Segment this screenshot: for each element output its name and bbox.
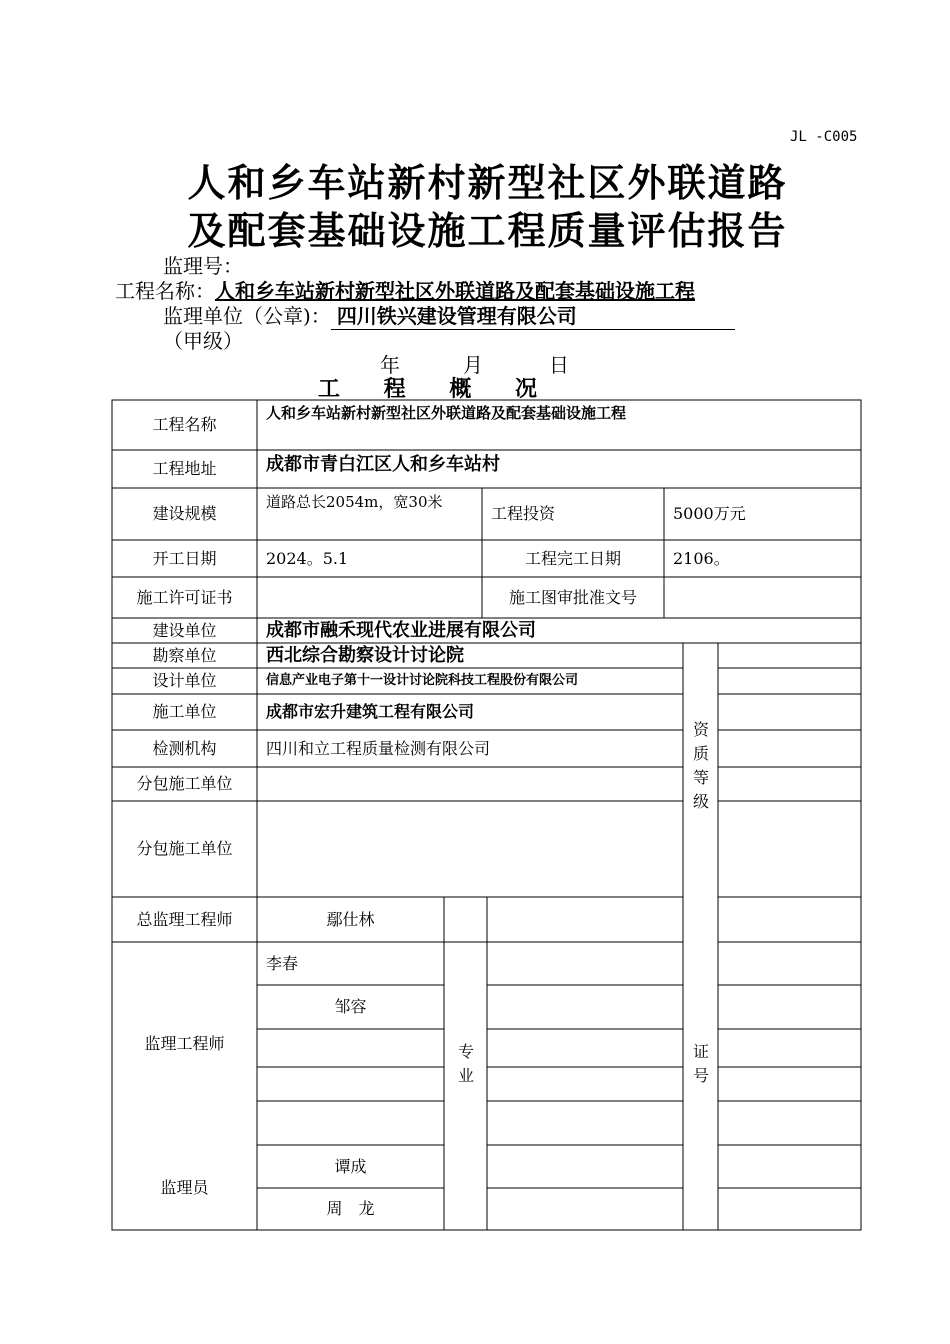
investment-label: 工程投资 — [491, 504, 556, 523]
subcontractor-2-label: 分包施工单位 — [136, 839, 233, 858]
certificate-label: 证 号 — [692, 1042, 709, 1085]
design-value: 信息产业电子第十一设计讨论院科技工程股份有限公司 — [266, 673, 579, 688]
scale-label: 建设规模 — [152, 504, 217, 523]
scale-value: 道路总长2054m，宽30米 — [266, 493, 443, 511]
finish-date-label: 工程完工日期 — [524, 548, 621, 568]
project-name-label: 工程名称： — [115, 279, 215, 303]
testing-value: 四川和立工程质量检测有限公司 — [266, 738, 491, 758]
drawing-approval-value — [664, 577, 861, 618]
document-code: JL -C005 — [790, 129, 858, 145]
inspector-1: 谭成 — [334, 1156, 367, 1176]
finish-date-value: 2106。 — [673, 548, 730, 568]
engineer-2: 邹容 — [334, 997, 367, 1016]
date-year: 年 — [380, 353, 400, 377]
subcontractor-1-label: 分包施工单位 — [136, 774, 233, 793]
chief-engineer-label: 总监理工程师 — [136, 909, 233, 929]
contractor-value: 成都市宏升建筑工程有限公司 — [266, 702, 475, 721]
supervision-grade: （甲级） — [163, 329, 243, 353]
qualification-label: 资 质 等 级 — [692, 720, 709, 811]
owner-value: 成都市融禾现代农业进展有限公司 — [266, 619, 536, 641]
owner-label: 建设单位 — [152, 620, 217, 640]
address-value: 成都市青白江区人和乡车站村 — [266, 454, 500, 475]
report-title-line-2: 及配套基础设施工程质量评估报告 — [187, 208, 788, 253]
design-label: 设计单位 — [152, 671, 217, 690]
survey-value: 西北综合勘察设计讨论院 — [266, 644, 464, 666]
permit-label: 施工许可证书 — [136, 587, 233, 607]
supervision-unit-label: 监理单位（公章)： — [163, 304, 331, 328]
drawing-approval-label: 施工图审批准文号 — [508, 587, 637, 607]
survey-label: 勘察单位 — [152, 645, 217, 665]
inspectors-label: 监理员 — [160, 1177, 209, 1197]
contractor-label: 施工单位 — [152, 702, 217, 721]
start-date-label: 开工日期 — [152, 548, 217, 568]
specialty-label: 专 业 — [457, 1042, 474, 1085]
project-name-cell-label: 工程名称 — [152, 415, 217, 434]
project-name-value: 人和乡车站新村新型社区外联道路及配套基础设施工程 — [215, 279, 695, 303]
report-title-line-1: 人和乡车站新村新型社区外联道路 — [187, 160, 788, 205]
date-day: 日 — [549, 353, 569, 377]
date-month: 月 — [463, 353, 483, 377]
overview-heading: 工 程 概 况 — [318, 376, 555, 402]
inspector-2: 周 龙 — [326, 1199, 375, 1218]
supervision-number-label: 监理号： — [163, 254, 243, 278]
address-label: 工程地址 — [152, 459, 217, 478]
engineers-label: 监理工程师 — [144, 1033, 225, 1053]
investment-value: 5000万元 — [673, 504, 746, 523]
chief-engineer-value: 鄢仕林 — [326, 909, 375, 929]
start-date-value: 2024。5.1 — [266, 548, 349, 568]
permit-value — [257, 577, 481, 618]
project-name-cell-value: 人和乡车站新村新型社区外联道路及配套基础设施工程 — [266, 404, 627, 422]
testing-label: 检测机构 — [152, 738, 217, 758]
engineer-1: 李春 — [266, 953, 299, 973]
supervision-unit-value: 四川铁兴建设管理有限公司 — [331, 300, 735, 330]
